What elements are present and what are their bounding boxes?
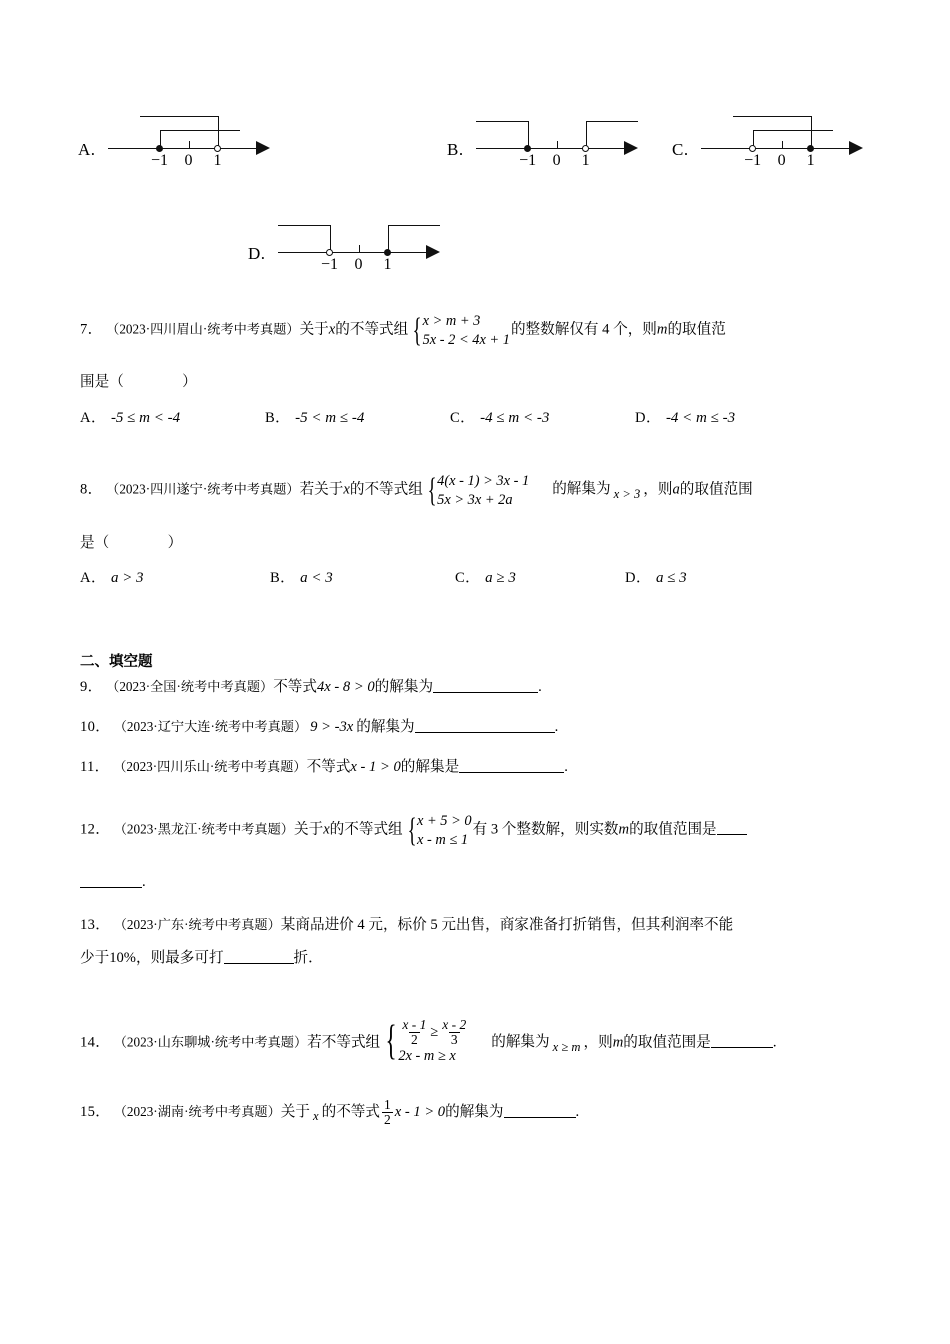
question-9-expression: 4x - 8 > 0	[317, 679, 375, 695]
question-7-variable-2: m	[656, 321, 668, 338]
question-7-option-b[interactable]	[265, 406, 364, 427]
question-13-text-before: 少于	[80, 950, 110, 966]
question-15-text-after: 的解集为	[445, 1104, 504, 1121]
axis-line	[278, 252, 428, 253]
option-value: a ≤ 3	[655, 570, 687, 586]
question-8-source: （2023·四川遂宁·统考中考真题）	[106, 481, 300, 497]
option-value: -4 ≤ m < -3	[480, 410, 550, 426]
question-14-number: 14．	[80, 1034, 111, 1051]
option-value: -5 ≤ m < -4	[110, 410, 181, 426]
question-8-text-after2: ，则	[643, 481, 673, 498]
ray-bar-lower	[160, 130, 240, 131]
question-11-period: .	[564, 759, 568, 775]
fraction-right	[440, 1018, 468, 1047]
option-value: a < 3	[300, 570, 333, 586]
question-8-number: 8．	[80, 481, 103, 498]
question-10-period: .	[554, 719, 559, 735]
question-13-number: 13．	[80, 917, 111, 933]
fraction-denominator: 3	[450, 1032, 458, 1048]
option-value: a > 3	[110, 570, 144, 586]
question-15-number: 15．	[80, 1104, 111, 1121]
question-13-text-after: 折．	[293, 950, 323, 966]
question-7-system	[409, 312, 510, 350]
system-rows	[423, 312, 510, 350]
question-15-answer-blank[interactable]	[504, 1117, 576, 1118]
question-10-expression: 9 > -3x	[310, 719, 354, 735]
question-14-text-mid: ，则	[583, 1034, 613, 1051]
ray-stem-left	[330, 225, 331, 252]
option-key: D．	[625, 570, 651, 586]
question-7-option-d[interactable]	[635, 406, 735, 427]
tick-label-neg1: −1	[321, 256, 339, 273]
question-11-text-before: 不等式	[306, 759, 351, 775]
question-8-text-after: 的解集为	[552, 481, 611, 498]
brace-icon: {	[407, 812, 417, 850]
question-14	[80, 1018, 777, 1066]
question-8-text-mid: 的不等式组	[349, 481, 423, 498]
question-8-text-before: 若关于	[299, 481, 344, 498]
tick-label-neg1: −1	[519, 152, 537, 169]
point-marker-left	[524, 145, 531, 152]
question-7-option-a[interactable]	[80, 406, 180, 427]
question-12-line1	[80, 812, 747, 850]
question-12-variable: x	[323, 821, 330, 838]
choice-key-d: D.	[248, 244, 266, 263]
choice-key-b: B.	[447, 140, 464, 159]
ray-bar-left	[278, 225, 330, 226]
tick-zero	[359, 245, 360, 252]
question-14-answer-blank[interactable]	[711, 1047, 773, 1048]
question-7-option-c[interactable]	[450, 406, 549, 427]
question-12-variable-2: m	[618, 821, 630, 838]
question-9-answer-blank[interactable]	[433, 692, 538, 693]
ray-stem-right	[218, 116, 219, 148]
question-12-text-before: 关于	[293, 821, 324, 838]
tick-label-zero: 0	[777, 152, 786, 169]
ray-stem-left	[528, 121, 529, 148]
question-8-variable-2: a	[672, 481, 680, 498]
ray-bar-lower	[753, 130, 833, 131]
question-7-text-end: 的取值范	[667, 321, 726, 338]
number-line-a	[100, 108, 285, 170]
question-15-fraction	[382, 1098, 393, 1127]
question-8-option-a[interactable]	[80, 566, 144, 587]
system-rows	[398, 1018, 470, 1066]
tick-label-one: 1	[581, 152, 590, 169]
tick-zero	[189, 141, 190, 148]
system-row-2: x - m ≤ 1	[416, 832, 469, 849]
question-13-line2	[80, 948, 323, 970]
question-12-answer-blank-part1[interactable]	[717, 834, 747, 835]
point-marker-left	[156, 145, 163, 152]
question-8-text-end: 的取值范围	[679, 481, 753, 498]
question-8-variable: x	[343, 481, 350, 498]
question-8-option-d[interactable]	[625, 566, 687, 587]
question-13-source: （2023·广东·统考中考真题）	[113, 917, 281, 932]
fraction-denominator: 2	[410, 1032, 418, 1048]
fraction-denominator: 2	[383, 1112, 391, 1128]
axis-line	[476, 148, 626, 149]
question-15-expression-tail: x - 1 > 0	[394, 1104, 446, 1121]
question-9-text-after: 的解集为	[374, 679, 434, 695]
question-8-solution: x > 3	[613, 487, 641, 502]
point-marker-right	[807, 145, 814, 152]
question-14-system	[381, 1018, 470, 1066]
tick-labels	[270, 256, 455, 276]
question-15-source: （2023·湖南·统考中考真题）	[113, 1104, 281, 1120]
question-15-period: .	[575, 1104, 580, 1121]
question-9-period: .	[538, 679, 542, 695]
question-14-solution: x ≥ m	[552, 1040, 581, 1055]
question-13-text: 某商品进价 4 元，标价 5 元出售，商家准备打折销售，但其利润率不能	[280, 917, 734, 933]
fraction-numerator: 1	[383, 1097, 391, 1112]
system-row-2: 5x > 3x + 2a	[437, 492, 513, 509]
question-8-line2: 是（ ）	[80, 535, 183, 551]
relation-symbol: ≥	[430, 1023, 439, 1040]
choice-key-c: C.	[672, 140, 689, 159]
question-10-answer-blank[interactable]	[415, 732, 555, 733]
question-8-line1	[80, 472, 753, 510]
question-7-number: 7．	[80, 321, 103, 338]
choice-option-a[interactable]	[78, 108, 285, 170]
point-marker-right	[214, 145, 221, 152]
system-row-2: 2x - m ≥ x	[398, 1048, 456, 1065]
tick-label-zero: 0	[184, 152, 193, 169]
axis-line	[701, 148, 851, 149]
question-13-percent: 10%	[109, 950, 136, 966]
ray-bar-upper	[140, 116, 218, 117]
choice-option-c[interactable]	[672, 108, 878, 170]
option-key: A．	[80, 410, 106, 426]
question-12-number: 12．	[80, 821, 111, 838]
system-row-1: 4(x - 1) > 3x - 1	[437, 473, 530, 489]
system-rows	[437, 472, 529, 510]
question-9	[80, 677, 542, 699]
system-row-1	[398, 1018, 470, 1047]
section-heading-fill-in-blank: 二、填空题	[80, 654, 153, 670]
question-9-source: （2023·全国·统考中考真题）	[106, 679, 274, 694]
question-13-text-mid: ，则最多可打	[135, 950, 224, 966]
ray-stem-right	[586, 121, 587, 148]
fraction-numerator: x - 2	[442, 1017, 467, 1032]
point-marker-right	[384, 249, 391, 256]
question-14-text-end: 的取值范围是	[623, 1034, 711, 1051]
tick-label-one: 1	[806, 152, 815, 169]
question-12-text-mid: 的不等式组	[329, 821, 403, 838]
question-11-source: （2023·四川乐山·统考中考真题）	[113, 759, 307, 774]
question-10	[80, 717, 558, 739]
ray-stem-right	[388, 225, 389, 252]
tick-labels	[100, 152, 285, 172]
question-11-text-after: 的解集是	[400, 759, 460, 775]
option-key: A．	[80, 570, 106, 586]
question-15-variable: x	[313, 1109, 319, 1124]
tick-zero	[782, 141, 783, 148]
question-7-source: （2023·四川眉山·统考中考真题）	[106, 321, 300, 337]
axis-line	[108, 148, 258, 149]
question-14-source: （2023·山东聊城·统考中考真题）	[113, 1034, 308, 1050]
tick-zero	[557, 141, 558, 148]
system-row-1: x + 5 > 0	[416, 813, 472, 829]
question-8-system	[424, 472, 529, 510]
tick-labels	[693, 152, 878, 172]
tick-label-one: 1	[383, 256, 392, 273]
question-7-text-after: 的整数解仅有 4 个，则	[510, 321, 657, 338]
question-12-text-after: 有 3 个整数解，则实数	[472, 821, 619, 838]
question-7-variable: x	[328, 321, 336, 338]
number-line-d	[270, 212, 455, 274]
choice-option-b[interactable]	[447, 108, 653, 170]
question-11-number: 11．	[80, 759, 110, 775]
question-14-text-before: 若不等式组	[307, 1034, 381, 1051]
option-key: C．	[450, 410, 476, 426]
tick-label-zero: 0	[552, 152, 561, 169]
option-key: C．	[455, 570, 481, 586]
question-12-system	[404, 812, 472, 850]
question-12-line2	[80, 872, 146, 894]
option-value: -4 < m ≤ -3	[665, 410, 736, 426]
question-8-option-c[interactable]	[455, 566, 516, 587]
tick-label-one: 1	[213, 152, 222, 169]
number-line-b	[468, 108, 653, 170]
question-12-source: （2023·黑龙江·统考中考真题）	[113, 821, 294, 837]
question-7-text-before: 关于	[299, 321, 329, 338]
ray-bar-right	[586, 121, 638, 122]
question-10-text-after: 的解集为	[356, 719, 415, 735]
option-key: B．	[265, 410, 291, 426]
brace-icon: {	[412, 312, 422, 350]
question-14-text-after: 的解集为	[491, 1034, 550, 1051]
question-11-expression: x - 1 > 0	[350, 759, 401, 775]
question-15-text-mid: 的不等式	[321, 1104, 380, 1121]
ray-stem-right	[811, 116, 812, 148]
option-key: D．	[635, 410, 661, 426]
choice-option-d[interactable]	[248, 212, 455, 274]
system-row-2: 5x - 2 < 4x + 1	[422, 332, 510, 349]
question-12-period: .	[142, 874, 146, 890]
ray-bar-left	[476, 121, 528, 122]
tick-label-neg1: −1	[151, 152, 169, 169]
question-13-line1	[80, 915, 733, 937]
question-11	[80, 757, 568, 779]
tick-label-neg1: −1	[744, 152, 762, 169]
question-7-line1	[80, 312, 726, 350]
question-14-period: .	[772, 1034, 777, 1051]
fraction-left	[400, 1018, 428, 1047]
brace-icon: {	[385, 1018, 397, 1065]
question-9-text-before: 不等式	[273, 679, 317, 695]
question-12-answer-blank-part2[interactable]	[80, 887, 142, 888]
question-10-number: 10．	[80, 719, 111, 735]
number-line-c	[693, 108, 878, 170]
question-9-number: 9．	[80, 679, 103, 695]
question-13-answer-blank[interactable]	[224, 963, 294, 964]
choice-key-a: A.	[78, 140, 96, 159]
point-marker-right	[582, 145, 589, 152]
question-14-variable-2: m	[612, 1034, 624, 1051]
question-8-option-b[interactable]	[270, 566, 333, 587]
question-11-answer-blank[interactable]	[459, 772, 564, 773]
ray-bar-upper	[733, 116, 811, 117]
question-15	[80, 1098, 579, 1127]
fraction-numerator: x - 1	[402, 1017, 427, 1032]
ray-bar-right	[388, 225, 440, 226]
system-row-1: x > m + 3	[422, 313, 481, 329]
system-rows	[417, 812, 472, 850]
question-12-text-end: 的取值范围是	[629, 821, 717, 838]
tick-label-zero: 0	[354, 256, 363, 273]
question-15-text-before: 关于	[280, 1104, 310, 1121]
question-7-text-mid: 的不等式组	[335, 321, 409, 338]
question-10-source: （2023·辽宁大连·统考中考真题）	[113, 719, 308, 734]
option-key: B．	[270, 570, 296, 586]
tick-labels	[468, 152, 653, 172]
option-value: a ≥ 3	[485, 570, 516, 586]
brace-icon: {	[427, 472, 437, 510]
option-value: -5 < m ≤ -4	[295, 410, 365, 426]
point-marker-left	[749, 145, 756, 152]
question-7-line2: 围是（ ）	[80, 374, 197, 390]
point-marker-left	[326, 249, 333, 256]
